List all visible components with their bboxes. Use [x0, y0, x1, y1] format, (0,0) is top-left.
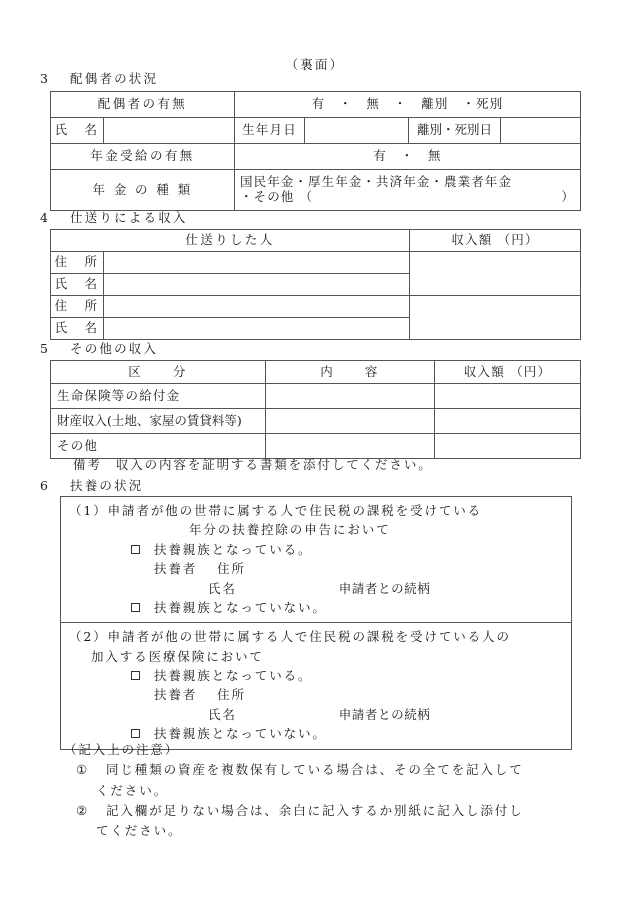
row-1-category: 生命保険等の給付金	[51, 384, 266, 409]
instruction-item-1	[60, 760, 524, 780]
part-1-supporter-label: 扶養者	[154, 561, 198, 577]
instruction-2-line-1: 記入欄が足りない場合は、余白に記入するか別紙に記入し添付し	[106, 802, 524, 818]
instruction-1-line-2: ください。	[96, 782, 169, 798]
amount-header: 収入額 （円）	[410, 230, 581, 252]
checkbox-icon[interactable]	[131, 671, 140, 680]
part-2-id: （2）	[69, 629, 108, 645]
part-1-option-yes[interactable]	[69, 540, 563, 559]
section-4-title: 仕送りによる収入	[70, 210, 188, 225]
pension-type-options[interactable]	[235, 170, 581, 211]
row-3-amount[interactable]	[435, 434, 581, 459]
part-1-supporter-name-row	[69, 579, 563, 598]
part-2-relation-label: 申請者との続柄	[338, 706, 431, 722]
table-row	[51, 361, 581, 384]
table-row	[51, 144, 581, 170]
part-2-heading-line-2: 加入する医療保険において	[91, 648, 264, 664]
instruction-1-marker: ①	[76, 762, 88, 778]
section-3-title: 配偶者の状況	[70, 71, 159, 86]
checkbox-icon[interactable]	[131, 729, 140, 738]
sender-2-amount-value[interactable]	[410, 296, 581, 340]
dependency-part-2	[61, 622, 571, 748]
row-2-amount[interactable]	[435, 409, 581, 434]
instruction-2-marker: ②	[76, 802, 88, 818]
remark-text: 収入の内容を証明する書類を添付してください。	[115, 457, 433, 472]
pension-receipt-label: 年金受給の有無	[51, 144, 235, 170]
part-2-heading-text-1: 申請者が他の世帯に属する人で住民税の課税を受けている人の	[107, 629, 511, 645]
separation-date-label: 離別・死別日	[409, 118, 501, 144]
section-4-heading	[40, 208, 188, 226]
part-1-heading-text-1: 申請者が他の世帯に属する人で住民税の課税を受けている	[107, 503, 483, 518]
spouse-name-label: 氏 名	[51, 118, 104, 144]
pension-other-close-paren: ）	[561, 188, 575, 204]
section-5-heading	[40, 339, 158, 357]
pension-type-label: 年 金 の 種 類	[51, 170, 235, 211]
part-1-heading-line-1	[69, 501, 563, 520]
section-5-title: その他の収入	[70, 341, 159, 356]
row-3-category: その他	[51, 434, 266, 459]
sender-2-address-value[interactable]	[104, 296, 410, 318]
instruction-2-line-2: てください。	[96, 823, 183, 838]
section-3-number: 3	[40, 71, 48, 86]
part-1-id: （1）	[69, 503, 108, 518]
remark-label: 備考	[73, 457, 102, 472]
part-2-option-yes[interactable]	[69, 666, 563, 685]
sender-header: 仕送りした人	[51, 230, 410, 252]
instruction-item-2	[60, 801, 524, 821]
instructions-block	[60, 740, 524, 841]
content-header: 内 容	[266, 361, 435, 384]
part-1-heading-line-2: 年分の扶養控除の申告において	[189, 522, 391, 538]
part-1-option-no-label: 扶養親族となっていない。	[154, 599, 327, 615]
category-header: 区 分	[51, 361, 266, 384]
section-5-number: 5	[40, 341, 48, 356]
part-2-supporter-name-label: 氏名	[208, 706, 237, 722]
instructions-title: （記入上の注意）	[64, 742, 180, 757]
sender-1-name-label: 氏 名	[51, 274, 104, 296]
section-6-heading	[40, 476, 144, 494]
sender-2-name-value[interactable]	[104, 318, 410, 340]
table-row	[51, 170, 581, 211]
checkbox-icon[interactable]	[131, 603, 140, 612]
table-row	[51, 230, 581, 252]
sender-2-name-label: 氏 名	[51, 318, 104, 340]
section-4-number: 4	[40, 210, 48, 225]
spouse-presence-options[interactable]: 有 ・ 無 ・ 離別 ・死別	[235, 92, 581, 118]
part-2-supporter-address-label: 住所	[217, 687, 246, 703]
separation-date-value[interactable]	[501, 118, 581, 144]
pension-receipt-options[interactable]: 有 ・ 無	[235, 144, 581, 170]
section-6-title: 扶養の状況	[70, 478, 144, 493]
table-row	[51, 296, 581, 318]
part-2-supporter-address-row	[69, 685, 563, 704]
sender-1-address-label: 住 所	[51, 252, 104, 274]
spouse-presence-label: 配偶者の有無	[51, 92, 235, 118]
spouse-name-value[interactable]	[104, 118, 235, 144]
page-label: （裏面）	[285, 57, 345, 72]
section-4-table	[50, 229, 581, 340]
section-6-box	[60, 496, 572, 750]
part-2-supporter-label: 扶養者	[154, 687, 198, 703]
section-6-number: 6	[40, 478, 48, 493]
part-1-supporter-address-label: 住所	[217, 561, 246, 577]
part-1-relation-label: 申請者との続柄	[338, 580, 431, 596]
part-1-supporter-name-label: 氏名	[208, 580, 237, 596]
section-3-table	[50, 91, 581, 211]
sender-1-address-value[interactable]	[104, 252, 410, 274]
spouse-birthdate-value[interactable]	[305, 118, 409, 144]
pension-type-line-2	[240, 190, 575, 204]
part-1-supporter-address-row	[69, 559, 563, 578]
sender-1-name-value[interactable]	[104, 274, 410, 296]
part-2-option-yes-label: 扶養親族となっている。	[154, 668, 313, 683]
sender-1-amount-value[interactable]	[410, 252, 581, 296]
section-5-table	[50, 360, 581, 459]
table-row	[51, 409, 581, 434]
row-1-content[interactable]	[266, 384, 435, 409]
part-2-supporter-name-row	[69, 705, 563, 724]
instruction-1-line-1: 同じ種類の資産を複数保有している場合は、その全てを記入して	[106, 762, 524, 778]
section-3-heading	[40, 69, 158, 87]
part-2-heading-line-1	[69, 627, 563, 646]
dependency-part-1	[61, 497, 571, 622]
checkbox-icon[interactable]	[131, 545, 140, 554]
section-5-remark	[73, 455, 433, 473]
spouse-birthdate-label: 生年月日	[235, 118, 305, 144]
table-row	[51, 118, 581, 144]
sender-2-address-label: 住 所	[51, 296, 104, 318]
amount-header: 収入額 （円）	[435, 361, 581, 384]
row-2-category: 財産収入(土地、家屋の賃貸料等)	[51, 409, 266, 434]
table-row	[51, 384, 581, 409]
row-1-amount[interactable]	[435, 384, 581, 409]
part-1-option-yes-label: 扶養親族となっている。	[154, 541, 313, 557]
part-2-option-no-label: 扶養親族となっていない。	[154, 726, 327, 742]
pension-type-line-1: 国民年金・厚生年金・共済年金・農業者年金	[240, 174, 513, 190]
part-1-option-no[interactable]	[69, 598, 563, 617]
row-2-content[interactable]	[266, 409, 435, 434]
table-row	[51, 252, 581, 274]
pension-other-label: ・その他 （	[240, 188, 314, 204]
table-row	[51, 92, 581, 118]
